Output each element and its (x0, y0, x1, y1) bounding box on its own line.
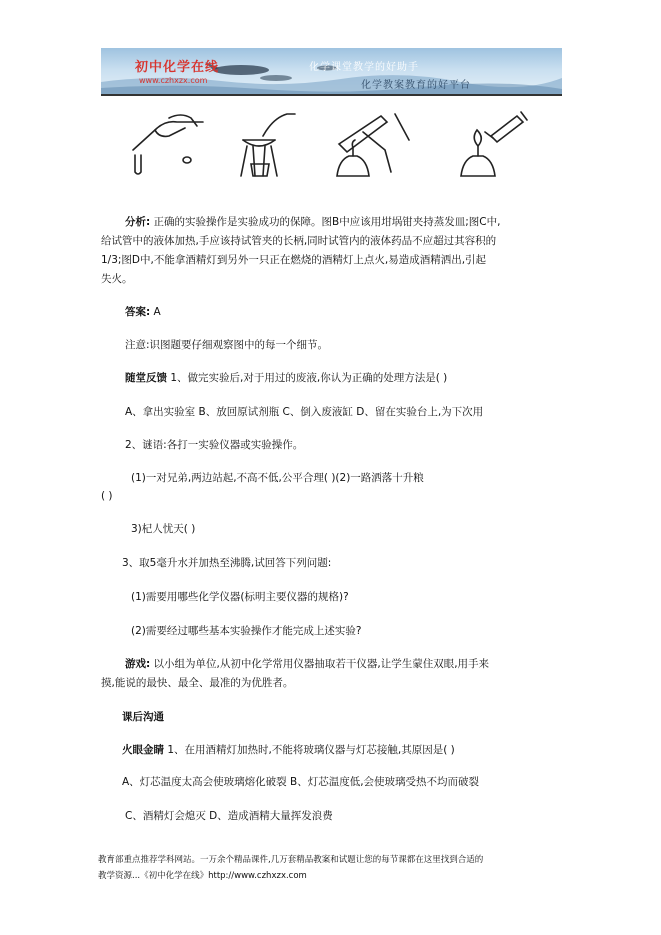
header-rule (101, 94, 562, 96)
game-line-1: 游戏: 以小组为单位,从初中化学常用仪器抽取若干仪器,让学生蒙住双眼,用手来 (125, 658, 490, 670)
game-line-2: 摸,能说的最快、最全、最准的为优胜者。 (101, 677, 294, 689)
brand-url[interactable]: www.czhxzx.com (139, 76, 208, 85)
quiz-label: 随堂反馈 (125, 372, 167, 384)
answer-value: A (153, 306, 161, 318)
answer-line (125, 302, 161, 322)
brand-name: 初中化学在线 (135, 60, 220, 75)
answer-label: 答案: (125, 306, 151, 318)
quiz-riddle-1: (1)一对兄弟,两边站起,不高不低,公平合理( )(2)一路洒落十升粮 (131, 472, 424, 484)
figure-b-evaporating-icon (241, 114, 295, 176)
lab-operation-illustrations (125, 110, 545, 180)
eye-label: 火眼金睛 (122, 744, 164, 756)
eye-question-1-options-cd: C、酒精灯会熄灭 D、造成酒精大量挥发浪费 (125, 810, 333, 822)
analysis-line-2: 给试管中的液体加热,手应该持试管夹的长柄,同时试管内的液体药品不应超过其容积的 (101, 235, 497, 247)
game-label: 游戏: (125, 658, 151, 670)
slogan-secondary: 化学教案教育的好平台 (361, 80, 471, 91)
quiz-question-3: 3、取5毫升水并加热至沸腾,试回答下列问题: (122, 557, 332, 569)
quiz-question-2: 2、谜语:各打一实验仪器或实验操作。 (125, 439, 304, 451)
figure-d-lighting-lamp-icon (461, 112, 527, 176)
quiz-question-3-part-1: (1)需要用哪些化学仪器(标明主要仪器的规格)? (131, 591, 349, 603)
quiz-question-1-options: A、拿出实验室 B、放回原试剂瓶 C、倒入废液缸 D、留在实验台上,为下次用 (125, 406, 484, 418)
analysis-line-3: 1/3;图D中,不能拿酒精灯到另外一只正在燃烧的酒精灯上点火,易造成酒精洒出,引起 (101, 254, 487, 266)
note-line: 注意:识图题要仔细观察图中的每一个细节。 (125, 339, 329, 351)
quiz-riddle-3: 3)杞人忧天( ) (131, 523, 196, 535)
analysis-line-1: 分析: 正确的实验操作是实验成功的保障。图B中应该用坩埚钳夹持蒸发皿;图C中, (125, 216, 501, 228)
page-footer (98, 852, 483, 884)
footer-line-1: 教育部重点推荐学科网站。一万余个精品课件,几万套精品教案和试题让您的每节课都在这里找到合适的 (98, 855, 484, 865)
site-banner (101, 48, 562, 96)
eye-question-1: 火眼金睛 1、在用酒精灯加热时,不能将玻璃仪器与灯芯接触,其原因是( ) (122, 744, 455, 756)
analysis-label: 分析: (125, 216, 151, 228)
figure-a-pouring-icon (133, 115, 203, 174)
eye-question-1-options-ab: A、灯芯温度太高会使玻璃熔化破裂 B、灯芯温度低,会使玻璃受热不均而破裂 (122, 776, 480, 788)
figure-c-heating-test-tube-icon (337, 114, 409, 176)
slogan-primary: 化学课堂教学的好助手 (309, 62, 419, 73)
footer-line-2[interactable]: 教学资源...《初中化学在线》http://www.czhxzx.com (98, 871, 307, 881)
quiz-question-1: 随堂反馈 1、做完实验后,对于用过的废液,你认为正确的处理方法是( ) (125, 372, 448, 384)
quiz-riddle-1-blank: ( ) (101, 490, 113, 502)
analysis-line-4: 失火。 (101, 273, 133, 285)
after-class-heading: 课后沟通 (122, 711, 164, 723)
quiz-question-3-part-2: (2)需要经过哪些基本实验操作才能完成上述实验? (131, 625, 362, 637)
